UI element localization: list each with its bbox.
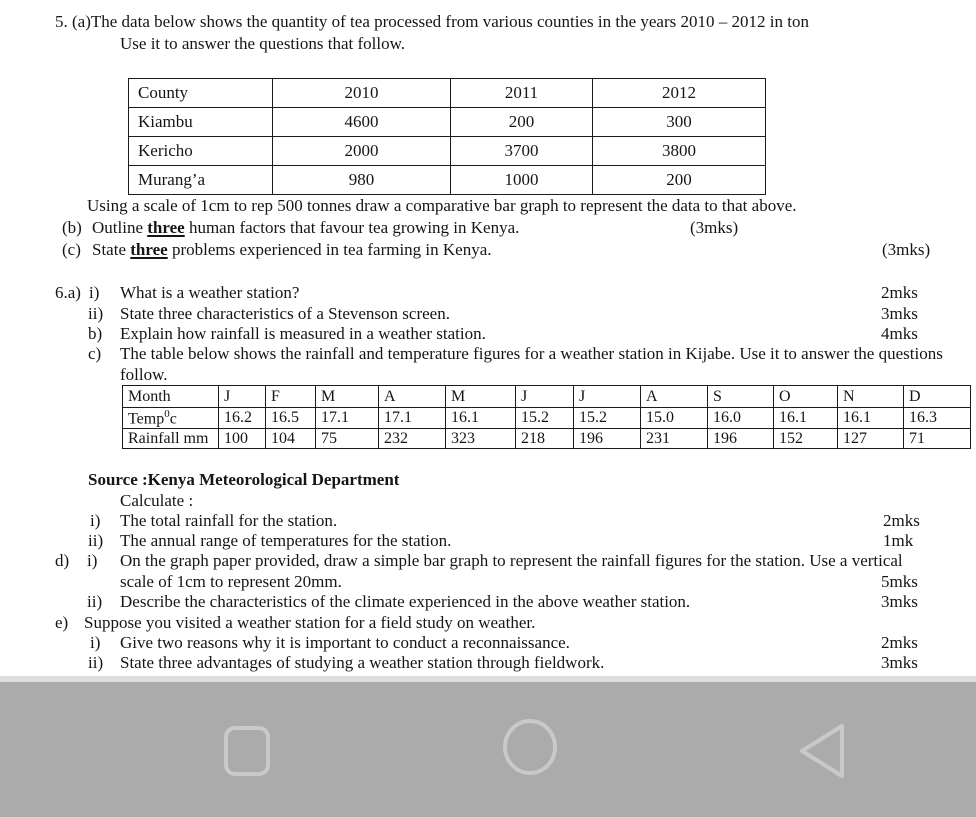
temp-cell: 16.1 [446,408,516,429]
weather-station-table [122,385,971,449]
q6aii-text: State three characteristics of a Stevenson screen. [120,304,450,323]
calc-ii-text: The annual range of temperatures for the station. [120,531,452,550]
weather-month-label: Month [123,386,219,408]
q6di-line2: scale of 1cm to represent 20mm. [120,572,342,591]
q6e-label: e) [55,613,69,632]
month-cell: D [904,386,971,408]
rain-cell: 152 [774,429,838,449]
rain-cell: 323 [446,429,516,449]
q5b-label: (b) [62,218,82,237]
calc-i-item: i) [90,511,101,530]
weather-rainfall-row [123,429,971,449]
q6eii-item: ii) [88,653,104,672]
month-cell: J [219,386,266,408]
q6di-item: i) [87,551,98,570]
temp-cell: 15.0 [641,408,708,429]
month-cell: F [266,386,316,408]
q6ai-text: What is a weather station? [120,283,300,302]
q6di-marks: 5mks [881,572,918,591]
tea-cell: 200 [593,166,766,195]
month-cell: A [379,386,446,408]
tea-header-county: County [129,79,273,108]
q5b-marks: (3mks) [690,218,739,237]
q6aii-item: ii) [88,304,104,323]
table-row [129,166,766,195]
q6ai-marks: 2mks [881,283,918,302]
q6aii-marks: 3mks [881,304,918,323]
weather-temp-row [123,408,971,429]
q6dii-text: Describe the characteristics of the climate experienced in the above weather station. [120,592,691,611]
q5c-label: (c) [62,240,81,259]
temp-label-post: c [169,410,177,428]
month-cell: S [708,386,774,408]
calc-ii-marks: 1mk [883,531,914,550]
q6eii-marks: 3mks [881,653,918,672]
tea-cell: 2000 [273,137,451,166]
q5b-text-pre: Outline [92,218,148,237]
rain-cell: 75 [316,429,379,449]
weather-rainfall-label: Rainfall mm [123,429,219,449]
q6-label: 6.a) [55,283,81,302]
q5c-text-post: problems experienced in tea farming in Kenya. [167,240,492,259]
tea-cell: Kiambu [129,108,273,137]
tea-cell: Murang’a [129,166,273,195]
temp-cell: 16.0 [708,408,774,429]
q6d-label: d) [55,551,70,570]
tea-cell: 300 [593,108,766,137]
q6c-item: c) [88,344,102,363]
temp-cell: 16.2 [219,408,266,429]
month-cell: J [516,386,574,408]
month-cell: M [316,386,379,408]
tea-table-header-row [129,79,766,108]
rain-cell: 127 [838,429,904,449]
temp-cell: 16.3 [904,408,971,429]
q5c-text-pre: State [92,240,131,259]
q6ei-item: i) [90,633,101,652]
q6c-line1: The table below shows the rainfall and temperature figures for a weather station in Kijabe. Use it to answer the questions [120,344,943,363]
android-navigation-bar [0,682,976,817]
temp-label-sup: 0 [164,408,170,420]
tea-cell: 3800 [593,137,766,166]
q6ai-item: i) [89,283,100,302]
recents-icon [223,764,271,781]
rain-cell: 196 [708,429,774,449]
q6b-item: b) [88,324,103,343]
tea-header-2011: 2011 [451,79,593,108]
q6dii-marks: 3mks [881,592,918,611]
rain-cell: 104 [266,429,316,449]
rain-cell: 100 [219,429,266,449]
q5c-text [92,240,492,260]
q5b-text [92,218,519,238]
q5c-text-emph: three [130,240,168,259]
q5-intro-line1: 5. (a)The data below shows the quantity of tea processed from various counties in the years 2010 – 2012 in ton [55,12,809,31]
tea-header-2010: 2010 [273,79,451,108]
back-icon [795,771,847,788]
q5c-marks: (3mks) [882,240,931,259]
temp-cell: 16.1 [838,408,904,429]
q6b-text: Explain how rainfall is measured in a weather station. [120,324,486,343]
calc-ii-item: ii) [88,531,104,550]
recents-button[interactable] [223,725,271,782]
q5b-text-emph: three [147,218,185,237]
rain-cell: 231 [641,429,708,449]
q6ei-text: Give two reasons why it is important to conduct a reconnaissance. [120,633,570,652]
temp-cell: 16.1 [774,408,838,429]
q6dii-item: ii) [87,592,103,611]
q5b-text-post: human factors that favour tea growing in Kenya. [184,218,520,237]
rain-cell: 232 [379,429,446,449]
q6ei-marks: 2mks [881,633,918,652]
calculate-label: Calculate : [120,491,194,510]
month-cell: M [446,386,516,408]
weather-month-row [123,386,971,408]
calc-i-marks: 2mks [883,511,920,530]
q5-intro-line2: Use it to answer the questions that follow. [120,34,406,53]
rain-cell: 218 [516,429,574,449]
home-button[interactable] [502,718,558,781]
rain-cell: 196 [574,429,641,449]
weather-temp-label [123,408,219,429]
q5-scale-note: Using a scale of 1cm to rep 500 tonnes draw a comparative bar graph to represent the data to that above. [87,196,797,215]
back-button[interactable] [795,718,847,789]
q6eii-text: State three advantages of studying a weather station through fieldwork. [120,653,605,672]
month-cell: J [574,386,641,408]
table-row [129,108,766,137]
table-row [129,137,766,166]
temp-cell: 15.2 [574,408,641,429]
tea-cell: 1000 [451,166,593,195]
month-cell: A [641,386,708,408]
rain-cell: 71 [904,429,971,449]
temp-label-pre: Temp [128,410,165,428]
month-cell: N [838,386,904,408]
tea-cell: 3700 [451,137,593,166]
temp-cell: 17.1 [316,408,379,429]
temp-cell: 15.2 [516,408,574,429]
month-cell: O [774,386,838,408]
tea-cell: 200 [451,108,593,137]
q6di-line1: On the graph paper provided, draw a simple bar graph to represent the rainfall figures for the station. Use a vertical [120,551,903,570]
tea-cell: Kericho [129,137,273,166]
q6e-text: Suppose you visited a weather station for a field study on weather. [84,613,536,632]
tea-header-2012: 2012 [593,79,766,108]
source-line: Source :Kenya Meteorological Department [88,470,400,489]
tea-production-table [128,78,766,195]
tea-cell: 4600 [273,108,451,137]
q6b-marks: 4mks [881,324,918,343]
q6c-line2: follow. [120,365,168,384]
temp-cell: 17.1 [379,408,446,429]
calc-i-text: The total rainfall for the station. [120,511,338,530]
home-icon [502,763,558,780]
temp-cell: 16.5 [266,408,316,429]
tea-cell: 980 [273,166,451,195]
